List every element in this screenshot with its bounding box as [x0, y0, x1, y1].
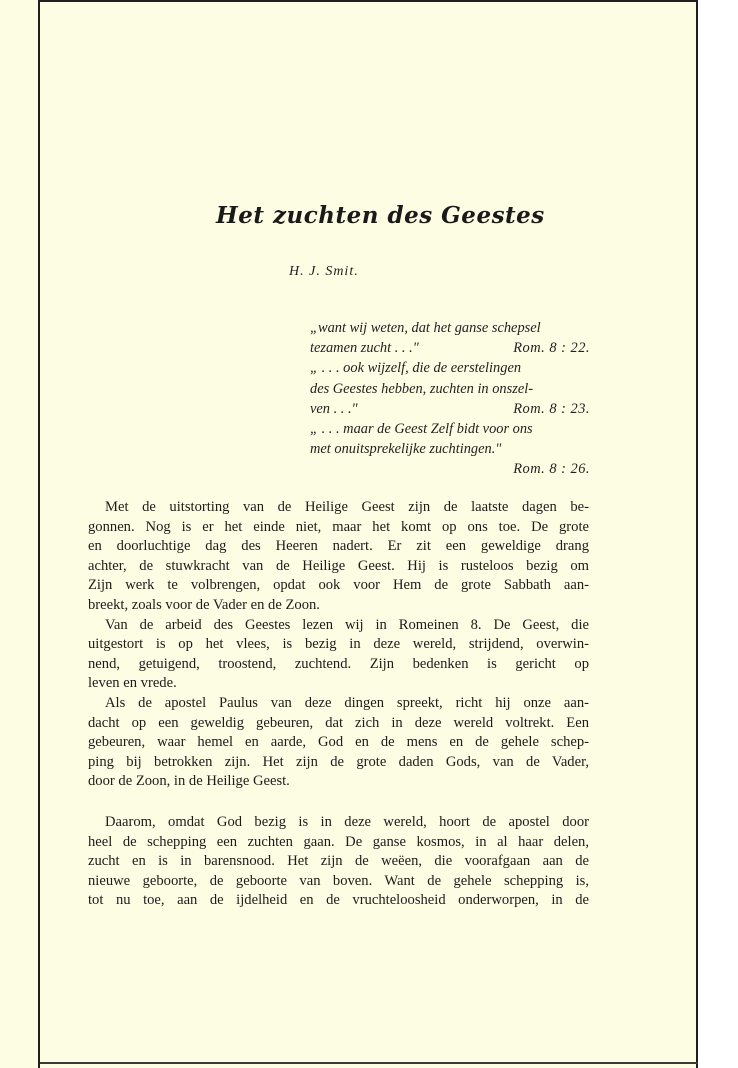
page-edge-top [38, 0, 698, 2]
text-line: Met de uitstorting van de Heilige Geest zijn de laatste dagen be- [105, 499, 589, 515]
text-line: gonnen. Nog is er het einde niet, maar het komt op ons toe. De grote [88, 518, 589, 535]
paragraph-gap [88, 792, 589, 813]
text-line: achter, de stuwkracht van de Heilige Geest. Hij is rusteloos bezig om [88, 557, 589, 574]
text-line: door de Zoon, in de Heilige Geest. [88, 773, 290, 790]
epigraph-text: „want wij weten, dat het ganse schepsel [310, 320, 541, 336]
text-line: tot nu toe, aan de ijdelheid en de vruchteloosheid onderworpen, in de [88, 892, 589, 909]
epigraph-reference: Rom. 8 : 22. [513, 340, 590, 357]
article-title: Het zuchten des Geestes [216, 202, 545, 229]
text-line: Van de arbeid des Geestes lezen wij in Romeinen 8. De Geest, die [105, 616, 589, 633]
text-line: ping bij betrokken zijn. Het zijn de grote daden Gods, van de Vader, [88, 753, 589, 770]
text-line: en doorluchtige dag des Heeren nadert. Er zit een geweldige drang [88, 538, 589, 555]
text-line: nieuwe geboorte, de geboorte van boven. Want de gehele schepping is, [88, 872, 589, 889]
text-line: breekt, zoals voor de Vader en de Zoon. [88, 596, 320, 613]
epigraph-line [310, 439, 590, 459]
epigraph-line [310, 459, 590, 479]
epigraph-text: „ . . . ook wijzelf, die de eerstelingen [310, 360, 522, 377]
epigraph-line [310, 379, 590, 399]
epigraph-reference: Rom. 8 : 26. [513, 461, 590, 478]
epigraph-text: met onuitsprekelijke zuchtingen." [310, 441, 502, 458]
epigraph [310, 318, 590, 480]
text-line: heel de schepping een zuchten gaan. De ganse kosmos, in al haar delen, [88, 833, 589, 850]
article-author: H. J. Smit. [289, 264, 359, 279]
text-line: nend, getuigend, troostend, zuchtend. Zijn bedenken is gericht op [88, 655, 589, 672]
page-edge-left [38, 0, 40, 1068]
epigraph-line [310, 338, 590, 358]
epigraph-line [310, 358, 590, 378]
epigraph-text: des Geestes hebben, zuchten in onszel- [310, 380, 533, 397]
article-body [88, 498, 589, 911]
text-line: Zijn werk te volbrengen, opdat ook voor Hem de grote Sabbath aan- [88, 577, 589, 594]
page-edge-bottom [40, 1062, 698, 1064]
epigraph-line [310, 399, 590, 419]
epigraph-text: tezamen zucht . . ." [310, 340, 419, 357]
epigraph-line [310, 318, 590, 338]
text-line: gebeuren, waar hemel en aarde, God en de mens en de gehele schep- [88, 734, 589, 751]
epigraph-text: ven . . ." [310, 400, 358, 417]
epigraph-text: „ . . . maar de Geest Zelf bidt voor ons [310, 420, 533, 437]
text-line: leven en vrede. [88, 675, 177, 692]
text-line: Daarom, omdat God bezig is in deze wereld, hoort de apostel door [105, 813, 589, 830]
text-line: zucht en is in barensnood. Het zijn de weëen, die voorafgaan aan de [88, 853, 589, 870]
paragraph [88, 616, 589, 694]
text-line: uitgestort is op het vlees, is bezig in deze wereld, strijdend, overwin- [88, 636, 589, 653]
paragraph [88, 694, 589, 792]
paragraph [88, 813, 589, 911]
epigraph-line [310, 419, 590, 439]
text-line: dacht op een geweldig gebeuren, dat zich in deze wereld voltrekt. Een [88, 714, 589, 731]
paragraph [88, 498, 589, 616]
epigraph-reference: Rom. 8 : 23. [513, 400, 590, 417]
scan-margin-right [698, 0, 738, 1068]
text-line: Als de apostel Paulus van deze dingen spreekt, richt hij onze aan- [105, 694, 589, 711]
